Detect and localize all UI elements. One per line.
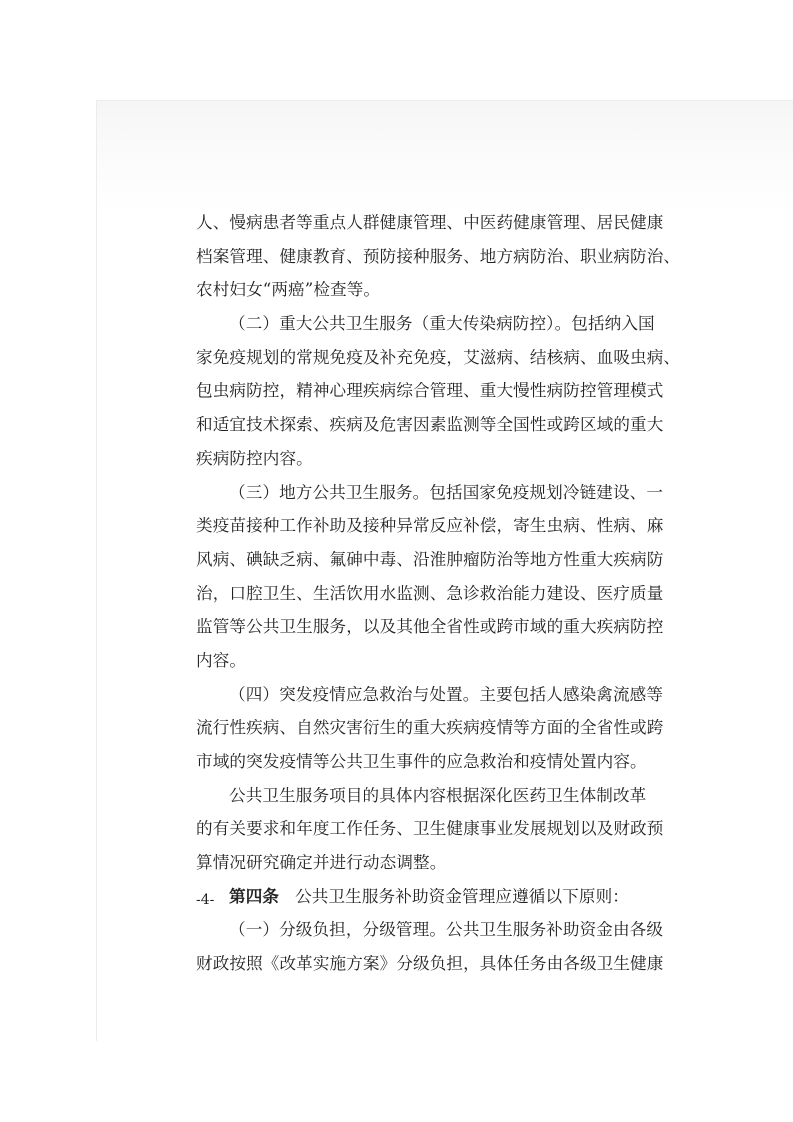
text-line: 类疫苗接种工作补助及接种异常反应补偿，寄生虫病、性病、麻	[196, 516, 664, 536]
text-line: 包虫病防控，精神心理疾病综合管理、重大慢性病防控管理模式	[196, 381, 664, 401]
text-line: 和适宜技术探索、疾病及危害因素监测等全国性或跨区域的重大	[196, 415, 664, 435]
article-four-line	[196, 880, 629, 914]
article-four-label: 第四条	[229, 885, 280, 906]
text-line: 流行性疾病、自然灾害衍生的重大疾病疫情等方面的全省性或跨	[196, 718, 664, 738]
text-line: 监管等公共卫生服务，以及其他全省性或跨市域的重大疾病防控	[196, 617, 664, 637]
text-line: 家免疫规划的常规免疫及补充免疫，艾滋病、结核病、血吸虫病、	[196, 347, 681, 367]
text-line: 市域的突发疫情等公共卫生事件的应急救治和疫情处置内容。	[196, 752, 647, 771]
document-body	[196, 206, 681, 981]
section-three-heading-line: （三）地方公共卫生服务。包括国家免疫规划冷链建设、一	[229, 482, 664, 502]
paragraph-start-line: 公共卫生服务项目的具体内容根据深化医药卫生体制改革	[229, 785, 647, 805]
text-line: 农村妇女“两癌”检查等。	[196, 280, 381, 300]
article-four-text: 公共卫生服务补助资金管理应遵循以下原则：	[295, 886, 629, 906]
text-line: 人、慢病患者等重点人群健康管理、中医药健康管理、居民健康	[196, 213, 664, 232]
text-line: 内容。	[196, 650, 247, 670]
text-line: 疾病防控内容。	[196, 448, 313, 468]
section-two-heading-line: （二）重大公共卫生服务（重大传染病防控）。包括纳入国	[229, 314, 655, 334]
text-line: 风病、碘缺乏病、氟砷中毒、沿淮肿瘤防治等地方性重大疾病防	[196, 549, 664, 569]
section-four-heading-line: （四）突发疫情应急救治与处置。主要包括人感染禽流感等	[229, 684, 664, 704]
text-line: 的有关要求和年度工作任务、卫生健康事业发展规划以及财政预	[196, 819, 664, 839]
principle-one-line: （一）分级负担，分级管理。公共卫生服务补助资金由各级	[229, 920, 664, 940]
text-line: 算情况研究确定并进行动态调整。	[196, 853, 447, 873]
page-number: -4-	[196, 892, 215, 908]
text-line: 治，口腔卫生、生活饮用水监测、急诊救治能力建设、医疗质量	[196, 583, 664, 603]
text-line: 档案管理、健康教育、预防接种服务、地方病防治、职业病防治、	[196, 246, 681, 266]
text-line: 财政按照《改革实施方案》分级负担，具体任务由各级卫生健康	[196, 954, 664, 974]
